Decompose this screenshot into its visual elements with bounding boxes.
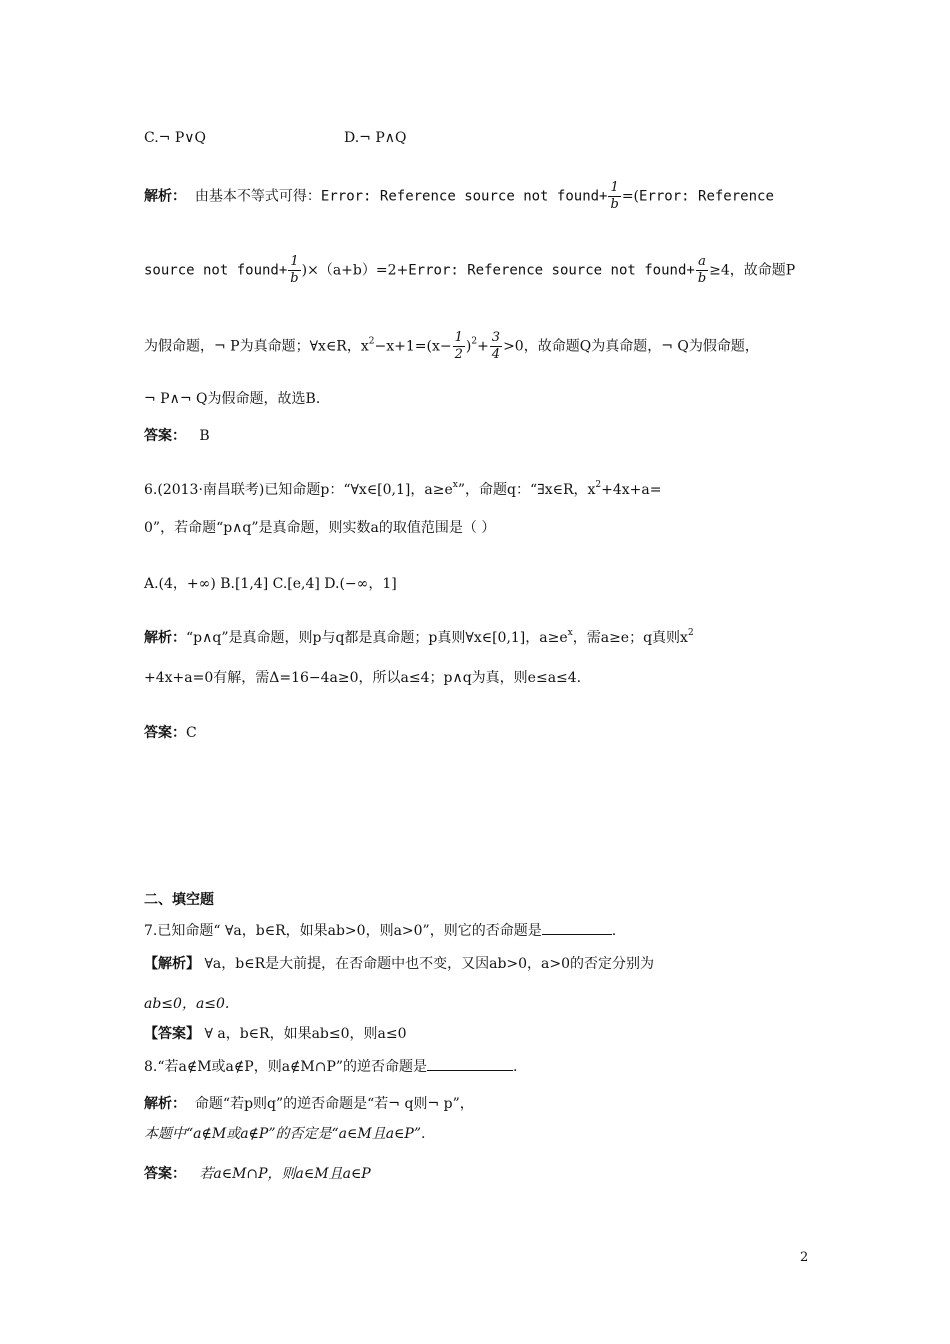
q5-analysis-line-1: 解析： 由基本不等式可得：Error: Reference source not found+ $\frac{1}{b}$ =(Error: Reference bbox=[144, 180, 774, 212]
q8-analysis-line-2: 本题中“a∉M或a∉P”的否定是“a∈M且a∈P”. bbox=[144, 1126, 426, 1142]
page-number: 2 bbox=[800, 1250, 809, 1265]
q7-answer: 【答案】 ∀ a，b∈R，如果ab≤0，则a≤0 bbox=[144, 1026, 407, 1042]
q7-question: 7.已知命题“ ∀a，b∈R，如果ab>0，则a>0”，则它的否命题是 . bbox=[144, 920, 616, 941]
option-d: D.¬ P∧Q bbox=[344, 130, 407, 146]
q6-options: A.(4，+∞) B.[1,4] C.[e,4] D.(−∞，1] bbox=[144, 576, 397, 592]
q8-answer: 答案： 若a∈M∩P，则a∈M且a∈P bbox=[144, 1166, 371, 1182]
q6-question-line-2: 0”，若命题“p∧q”是真命题，则实数a的取值范围是（ ） bbox=[144, 520, 496, 536]
q8-analysis-line-1: 解析： 命题“若p则q”的逆否命题是“若¬ q则¬ p”， bbox=[144, 1096, 474, 1112]
fraction-3-over-4: $\frac{3}{4}$ bbox=[491, 330, 501, 362]
fraction-1-over-b: $\frac{1}{b}$ bbox=[610, 180, 619, 212]
q6-answer: 答案：C bbox=[144, 725, 197, 741]
q7-analysis-line-2: ab≤0，a≤0. bbox=[144, 996, 230, 1012]
section-title: 二、填空题 bbox=[144, 892, 214, 908]
fraction-1-over-2: $\frac{1}{2}$ bbox=[454, 330, 463, 362]
answer-blank bbox=[427, 1056, 513, 1071]
q6-analysis-line-1: 解析：“p∧q”是真命题，则p与q都是真命题；p真则∀x∈[0,1]，$a\ge e^x$，需a≥e；q真则$x^2$ bbox=[144, 628, 694, 646]
option-c: C.¬ P∨Q bbox=[144, 130, 206, 146]
q5-analysis-line-2: source not found+ $\frac{1}{b}$ )×（a+b）=2+Error: Reference source not found+ $\frac{a}{b}$ ≥4，故命题P bbox=[144, 254, 796, 286]
fraction-a-over-b: $\frac{a}{b}$ bbox=[697, 254, 707, 286]
q5-analysis-line-4: ¬ P∧¬ Q为假命题，故选B. bbox=[144, 391, 321, 407]
answer-blank bbox=[542, 920, 612, 935]
fraction-1-over-b: $\frac{1}{b}$ bbox=[290, 254, 299, 286]
q7-analysis-line-1: 【解析】 ∀a，b∈R是大前提，在否命题中也不变，又因ab>0，a>0的否定分别为 bbox=[144, 956, 655, 972]
q5-answer: 答案： B bbox=[144, 428, 210, 444]
q6-analysis-line-2: +4x+a=0有解，需Δ=16−4a≥0，所以a≤4；p∧q为真，则e≤a≤4. bbox=[144, 670, 582, 686]
q5-analysis-line-3: 为假命题，¬ P为真命题；∀x∈R，$x^2-x+1=(x-$ $\frac{1}{2}$ )$^2$+ $\frac{3}{4}$ >0，故命题Q为真命题，¬ Q为假命题， bbox=[144, 330, 759, 362]
analysis-label: 解析： bbox=[144, 188, 186, 205]
q8-question: 8.“若a∉M或a∉P，则a∉M∩P”的逆否命题是 . bbox=[144, 1056, 518, 1077]
q6-question-line-1: 6.(2013·南昌联考)已知命题p：“∀x∈[0,1]，$a\ge e^x$”，命题q：“∃x∈R，$x^2+4x+a=$ bbox=[144, 480, 662, 498]
